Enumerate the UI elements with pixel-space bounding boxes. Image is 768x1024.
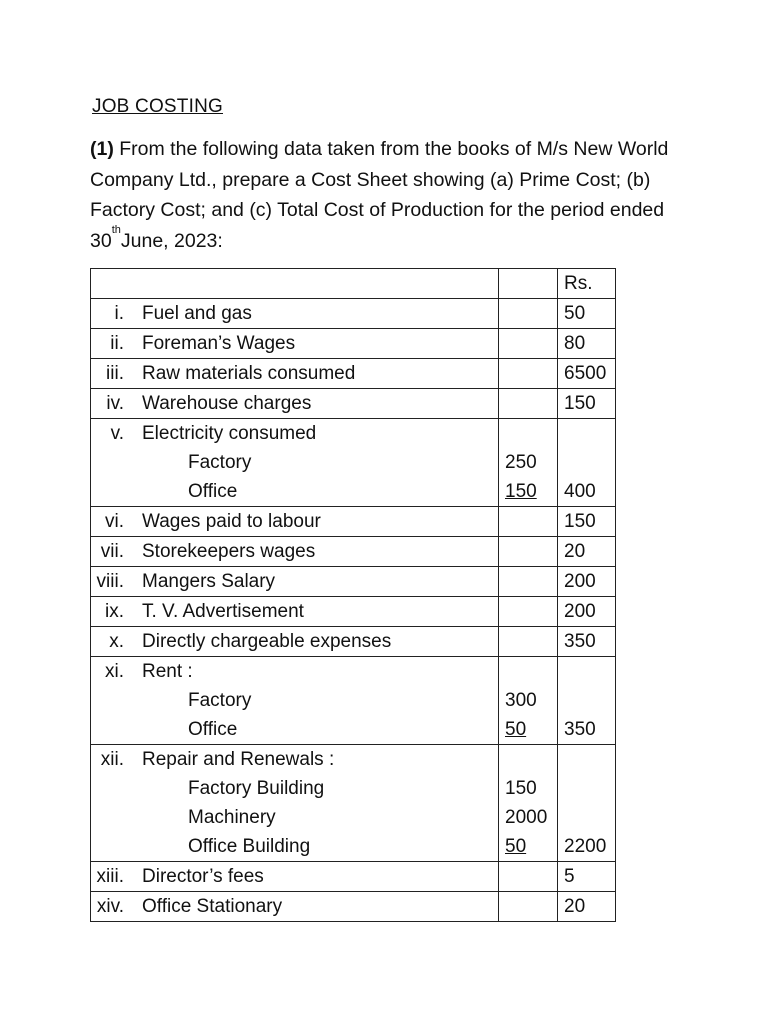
item-number: viii.: [96, 571, 124, 592]
subamount-cell: [499, 657, 558, 745]
item-line: [91, 329, 498, 358]
item-amount: 20: [564, 896, 586, 917]
header-amount-cell: [558, 269, 616, 299]
amount-cell: [558, 389, 616, 419]
item-amount: 5: [564, 866, 575, 887]
subamount-cell: [499, 862, 558, 892]
description-cell: [91, 419, 499, 507]
item-label: Electricity consumed: [142, 423, 317, 444]
item-label: Warehouse charges: [142, 393, 312, 414]
table-row: [91, 299, 616, 329]
item-amount: 2200: [564, 836, 607, 857]
amount-cell: [558, 537, 616, 567]
item-line: [91, 745, 498, 774]
sub-item-value: [499, 803, 557, 832]
amount-cell: [558, 507, 616, 537]
sub-item-label: Office Building: [188, 836, 311, 857]
item-amount: 150: [564, 511, 596, 532]
description-cell: [91, 567, 499, 597]
item-number: i.: [114, 303, 124, 324]
subamount-cell: [499, 389, 558, 419]
sub-item-value: [499, 832, 557, 861]
table-row: [91, 419, 616, 507]
table-row: [91, 597, 616, 627]
item-amount: 50: [564, 303, 586, 324]
description-cell: [91, 892, 499, 922]
table-row: [91, 627, 616, 657]
item-line: [91, 359, 498, 388]
subamount-cell: [499, 419, 558, 507]
amount-cell: [558, 359, 616, 389]
item-label: Raw materials consumed: [142, 363, 356, 384]
item-line: [91, 567, 498, 596]
sub-item-value-text: 50: [505, 719, 527, 740]
item-label: Foreman’s Wages: [142, 333, 296, 354]
item-line: [91, 389, 498, 418]
table-header-row: [91, 269, 616, 299]
description-cell: [91, 627, 499, 657]
description-cell: [91, 862, 499, 892]
table-row: [91, 862, 616, 892]
question-body: From the following data taken from the books of M/s New World Company Ltd., prepare a Cost Sheet showing (a) Prime Cost; (b) Factory Cost; and (c) Total Cost of Production for the period ended 30: [90, 138, 669, 252]
subamount-cell: [499, 892, 558, 922]
sub-item-value-text: 150: [505, 778, 537, 799]
sub-item-value: [499, 477, 557, 506]
table-row: [91, 567, 616, 597]
sub-item-value: [499, 686, 557, 715]
table-row: [91, 745, 616, 862]
item-amount: 80: [564, 333, 586, 354]
item-amount: 200: [564, 601, 596, 622]
item-amount: 200: [564, 571, 596, 592]
sub-item-value: [499, 774, 557, 803]
sub-item-value: [499, 448, 557, 477]
sub-item-label: Factory: [188, 690, 252, 711]
item-line: [91, 597, 498, 626]
subamount-cell: [499, 329, 558, 359]
item-amount: 350: [564, 719, 596, 740]
table-row: [91, 657, 616, 745]
table-row: [91, 389, 616, 419]
table-row: [91, 892, 616, 922]
subamount-cell: [499, 567, 558, 597]
item-number: xiii.: [96, 866, 124, 887]
item-amount: 400: [564, 481, 596, 502]
question-text: [90, 134, 690, 256]
item-number: ix.: [105, 601, 124, 622]
sub-item-label: Factory Building: [188, 778, 325, 799]
sub-item-value-text: 50: [505, 836, 527, 857]
table-row: [91, 507, 616, 537]
item-amount: 150: [564, 393, 596, 414]
subamount-cell: [499, 299, 558, 329]
question-number: (1): [90, 138, 114, 160]
subamount-cell: [499, 627, 558, 657]
item-number: xi.: [105, 661, 124, 682]
item-number: vii.: [100, 541, 124, 562]
description-cell: [91, 597, 499, 627]
page-heading: JOB COSTING: [92, 96, 223, 117]
item-label: Mangers Salary: [142, 571, 276, 592]
item-label: Repair and Renewals :: [142, 749, 335, 770]
item-line: [91, 892, 498, 921]
description-cell: [91, 299, 499, 329]
cost-data-table: [90, 268, 616, 922]
item-amount: 20: [564, 541, 586, 562]
item-line: [91, 627, 498, 656]
item-line: [91, 419, 498, 448]
amount-cell: [558, 597, 616, 627]
header-currency: Rs.: [564, 273, 593, 294]
description-cell: [91, 329, 499, 359]
header-subamount-cell: [499, 269, 558, 299]
item-number: ii.: [110, 333, 124, 354]
item-label: T. V. Advertisement: [142, 601, 304, 622]
description-cell: [91, 745, 499, 862]
table-row: [91, 537, 616, 567]
sub-item-value-text: 300: [505, 690, 537, 711]
subamount-cell: [499, 745, 558, 862]
item-label: Wages paid to labour: [142, 511, 321, 532]
item-number: v.: [110, 423, 124, 444]
amount-cell: [558, 567, 616, 597]
item-line: [91, 299, 498, 328]
item-amount: 6500: [564, 363, 607, 384]
item-line: [91, 657, 498, 686]
table-row: [91, 329, 616, 359]
sub-item-label: Office: [188, 719, 238, 740]
item-number: iii.: [106, 363, 124, 384]
amount-cell: [558, 745, 616, 862]
item-line: [91, 862, 498, 891]
subamount-cell: [499, 597, 558, 627]
sub-item-value-text: 250: [505, 452, 537, 473]
item-label: Directly chargeable expenses: [142, 631, 392, 652]
description-cell: [91, 537, 499, 567]
amount-cell: [558, 627, 616, 657]
sub-item-value: [499, 715, 557, 744]
subamount-cell: [499, 537, 558, 567]
sub-item-value-text: 2000: [505, 807, 548, 828]
amount-cell: [558, 419, 616, 507]
description-cell: [91, 359, 499, 389]
item-number: xiv.: [96, 896, 124, 917]
item-line: [91, 537, 498, 566]
item-number: xii.: [100, 749, 124, 770]
item-amount: 350: [564, 631, 596, 652]
description-cell: [91, 389, 499, 419]
sub-item-value-text: 150: [505, 481, 537, 502]
item-label: Director’s fees: [142, 866, 264, 887]
question-date: June, 2023:: [120, 229, 223, 252]
item-label: Storekeepers wages: [142, 541, 316, 562]
amount-cell: [558, 657, 616, 745]
table-row: [91, 359, 616, 389]
item-label: Rent :: [142, 661, 193, 682]
item-number: x.: [109, 631, 124, 652]
amount-cell: [558, 299, 616, 329]
item-label: Office Stationary: [142, 896, 283, 917]
amount-cell: [558, 329, 616, 359]
sub-item-label: Office: [188, 481, 238, 502]
subamount-cell: [499, 359, 558, 389]
sub-item-label: Factory: [188, 452, 252, 473]
header-description-cell: [91, 269, 499, 299]
item-number: vi.: [105, 511, 124, 532]
description-cell: [91, 657, 499, 745]
description-cell: [91, 507, 499, 537]
item-line: [91, 507, 498, 536]
amount-cell: [558, 892, 616, 922]
item-label: Fuel and gas: [142, 303, 252, 324]
date-suffix: th: [111, 223, 121, 236]
item-number: iv.: [106, 393, 124, 414]
subamount-cell: [499, 507, 558, 537]
amount-cell: [558, 862, 616, 892]
sub-item-label: Machinery: [188, 807, 276, 828]
